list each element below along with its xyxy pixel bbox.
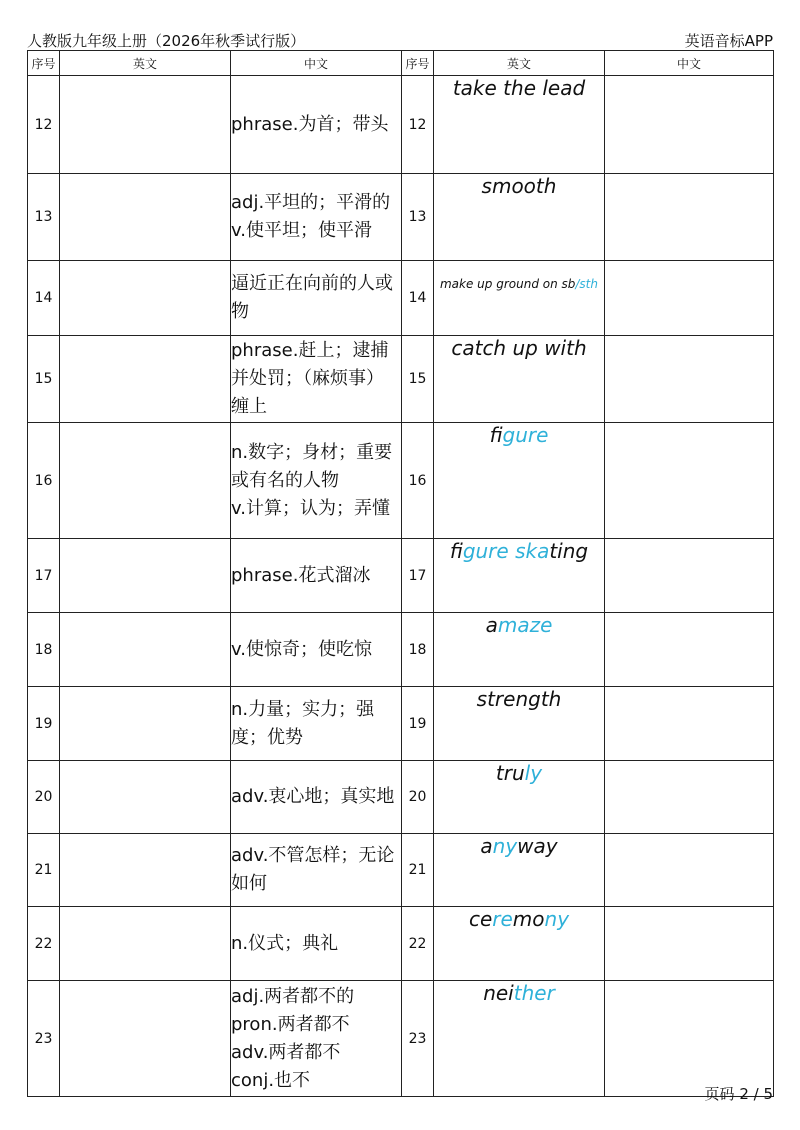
syllable-text: make up ground on sb bbox=[439, 277, 576, 291]
english-word-cell bbox=[434, 687, 605, 761]
meaning-line: n.数字；身材；重要或有名的人物 bbox=[231, 441, 393, 491]
english-word-cell bbox=[434, 907, 605, 981]
table-row bbox=[28, 76, 774, 174]
syllable-text: ce bbox=[468, 907, 493, 931]
meaning-line: n.仪式；典礼 bbox=[231, 932, 339, 954]
chinese-meaning-cell bbox=[231, 761, 402, 834]
meaning-line: phrase.赶上；逮捕并处罚；（麻烦事）缠上 bbox=[231, 340, 389, 417]
meaning-line: adv.衷心地；真实地 bbox=[231, 786, 395, 807]
meaning-line: adv.两者都不 bbox=[231, 1041, 341, 1063]
english-blank-cell[interactable] bbox=[60, 423, 231, 539]
meaning-line: conj.也不 bbox=[231, 1069, 311, 1091]
chinese-meaning-cell bbox=[231, 539, 402, 613]
english-word-cell bbox=[434, 981, 605, 1097]
vocabulary-table bbox=[27, 50, 774, 1097]
chinese-blank-cell[interactable] bbox=[605, 834, 774, 907]
english-blank-cell[interactable] bbox=[60, 761, 231, 834]
english-blank-cell[interactable] bbox=[60, 539, 231, 613]
chinese-blank-cell[interactable] bbox=[605, 76, 774, 174]
header-en-left: 英文 bbox=[60, 51, 231, 76]
english-blank-cell[interactable] bbox=[60, 687, 231, 761]
table-row bbox=[28, 174, 774, 261]
syllable-text: a bbox=[480, 834, 493, 858]
meaning-line: pron.两者都不 bbox=[231, 1013, 350, 1035]
row-number-right: 15 bbox=[402, 336, 434, 423]
english-word-cell bbox=[434, 834, 605, 907]
english-word-cell bbox=[434, 613, 605, 687]
syllable-text: fi bbox=[489, 423, 503, 447]
english-word-cell bbox=[434, 174, 605, 261]
chinese-meaning-cell bbox=[231, 174, 402, 261]
chinese-meaning-cell bbox=[231, 336, 402, 423]
chinese-blank-cell[interactable] bbox=[605, 261, 774, 336]
header-en-right: 英文 bbox=[434, 51, 605, 76]
syllable-text: smooth bbox=[481, 174, 557, 198]
syllable-highlight: ny bbox=[492, 834, 518, 858]
table-row bbox=[28, 539, 774, 613]
row-number-right: 22 bbox=[402, 907, 434, 981]
header-num-right: 序号 bbox=[402, 51, 434, 76]
row-number-right: 16 bbox=[402, 423, 434, 539]
table-row bbox=[28, 907, 774, 981]
syllable-highlight: ly bbox=[524, 761, 543, 785]
syllable-highlight: /sth bbox=[575, 277, 598, 291]
row-number-left: 23 bbox=[28, 981, 60, 1097]
row-number-right: 14 bbox=[402, 261, 434, 336]
row-number-right: 19 bbox=[402, 687, 434, 761]
chinese-meaning-cell bbox=[231, 613, 402, 687]
syllable-highlight: gure ska bbox=[462, 539, 550, 563]
row-number-left: 12 bbox=[28, 76, 60, 174]
english-blank-cell[interactable] bbox=[60, 907, 231, 981]
row-number-right: 23 bbox=[402, 981, 434, 1097]
document-title: 人教版九年级上册（2026年秋季试行版） bbox=[27, 32, 306, 50]
meaning-line: n.力量；实力；强度；优势 bbox=[231, 698, 375, 748]
row-number-right: 13 bbox=[402, 174, 434, 261]
meaning-line: phrase.花式溜冰 bbox=[231, 564, 371, 586]
header-num-left: 序号 bbox=[28, 51, 60, 76]
header-cn-right: 中文 bbox=[605, 51, 774, 76]
row-number-left: 22 bbox=[28, 907, 60, 981]
header-cn-left: 中文 bbox=[231, 51, 402, 76]
chinese-meaning-cell bbox=[231, 907, 402, 981]
syllable-text: strength bbox=[476, 687, 562, 711]
syllable-highlight: re bbox=[492, 907, 513, 931]
chinese-meaning-cell bbox=[231, 834, 402, 907]
english-word-cell bbox=[434, 76, 605, 174]
syllable-highlight: ther bbox=[513, 981, 555, 1005]
row-number-right: 18 bbox=[402, 613, 434, 687]
syllable-highlight: ny bbox=[544, 907, 570, 931]
chinese-meaning-cell bbox=[231, 687, 402, 761]
meaning-line: adj.平坦的；平滑的 bbox=[231, 192, 391, 213]
chinese-meaning-cell bbox=[231, 76, 402, 174]
row-number-right: 21 bbox=[402, 834, 434, 907]
row-number-left: 19 bbox=[28, 687, 60, 761]
english-blank-cell[interactable] bbox=[60, 76, 231, 174]
table-row bbox=[28, 834, 774, 907]
table-header-row bbox=[28, 51, 774, 76]
chinese-blank-cell[interactable] bbox=[605, 336, 774, 423]
chinese-blank-cell[interactable] bbox=[605, 539, 774, 613]
row-number-left: 15 bbox=[28, 336, 60, 423]
english-blank-cell[interactable] bbox=[60, 834, 231, 907]
page-header bbox=[27, 28, 773, 50]
syllable-highlight: gure bbox=[502, 423, 549, 447]
table-row bbox=[28, 613, 774, 687]
english-blank-cell[interactable] bbox=[60, 174, 231, 261]
chinese-blank-cell[interactable] bbox=[605, 174, 774, 261]
syllable-text: catch up with bbox=[451, 336, 587, 360]
english-word-cell bbox=[434, 423, 605, 539]
syllable-text: tru bbox=[495, 761, 525, 785]
table-row bbox=[28, 761, 774, 834]
syllable-text: ting bbox=[549, 539, 589, 563]
syllable-text: fi bbox=[449, 539, 463, 563]
meaning-line: adv.不管怎样；无论如何 bbox=[231, 845, 395, 894]
meaning-line: 逼近正在向前的人或物 bbox=[231, 273, 393, 322]
chinese-blank-cell[interactable] bbox=[605, 687, 774, 761]
row-number-right: 17 bbox=[402, 539, 434, 613]
row-number-left: 20 bbox=[28, 761, 60, 834]
table-row bbox=[28, 336, 774, 423]
syllable-text: nei bbox=[483, 981, 514, 1005]
table-row bbox=[28, 261, 774, 336]
chinese-meaning-cell bbox=[231, 981, 402, 1097]
row-number-left: 21 bbox=[28, 834, 60, 907]
page-number: 页码 2 / 5 bbox=[704, 1085, 773, 1103]
chinese-blank-cell[interactable] bbox=[605, 423, 774, 539]
english-blank-cell[interactable] bbox=[60, 981, 231, 1097]
row-number-left: 14 bbox=[28, 261, 60, 336]
syllable-highlight: maze bbox=[497, 613, 553, 637]
english-blank-cell[interactable] bbox=[60, 613, 231, 687]
english-word-cell bbox=[434, 539, 605, 613]
table-row bbox=[28, 981, 774, 1097]
meaning-line: v.使平坦；使平滑 bbox=[231, 220, 372, 241]
table-row bbox=[28, 423, 774, 539]
chinese-meaning-cell bbox=[231, 423, 402, 539]
meaning-line: adj.两者都不的 bbox=[231, 985, 355, 1007]
row-number-left: 16 bbox=[28, 423, 60, 539]
english-word-cell bbox=[434, 261, 605, 336]
syllable-text: take the lead bbox=[452, 76, 586, 100]
syllable-text: a bbox=[485, 613, 498, 637]
meaning-line: v.使惊奇；使吃惊 bbox=[231, 638, 372, 660]
row-number-left: 17 bbox=[28, 539, 60, 613]
meaning-line: v.计算；认为；弄懂 bbox=[231, 497, 390, 519]
english-word-cell bbox=[434, 336, 605, 423]
row-number-right: 12 bbox=[402, 76, 434, 174]
chinese-blank-cell[interactable] bbox=[605, 761, 774, 834]
meaning-line: phrase.为首；带头 bbox=[231, 113, 389, 135]
syllable-text: way bbox=[517, 834, 558, 858]
row-number-right: 20 bbox=[402, 761, 434, 834]
chinese-blank-cell[interactable] bbox=[605, 981, 774, 1097]
row-number-left: 13 bbox=[28, 174, 60, 261]
english-blank-cell[interactable] bbox=[60, 261, 231, 336]
chinese-blank-cell[interactable] bbox=[605, 613, 774, 687]
english-word-cell bbox=[434, 761, 605, 834]
app-name: 英语音标APP bbox=[684, 32, 773, 50]
table-row bbox=[28, 687, 774, 761]
row-number-left: 18 bbox=[28, 613, 60, 687]
english-blank-cell[interactable] bbox=[60, 336, 231, 423]
table-body bbox=[28, 76, 774, 1097]
syllable-text: mo bbox=[512, 907, 545, 931]
chinese-meaning-cell bbox=[231, 261, 402, 336]
chinese-blank-cell[interactable] bbox=[605, 907, 774, 981]
